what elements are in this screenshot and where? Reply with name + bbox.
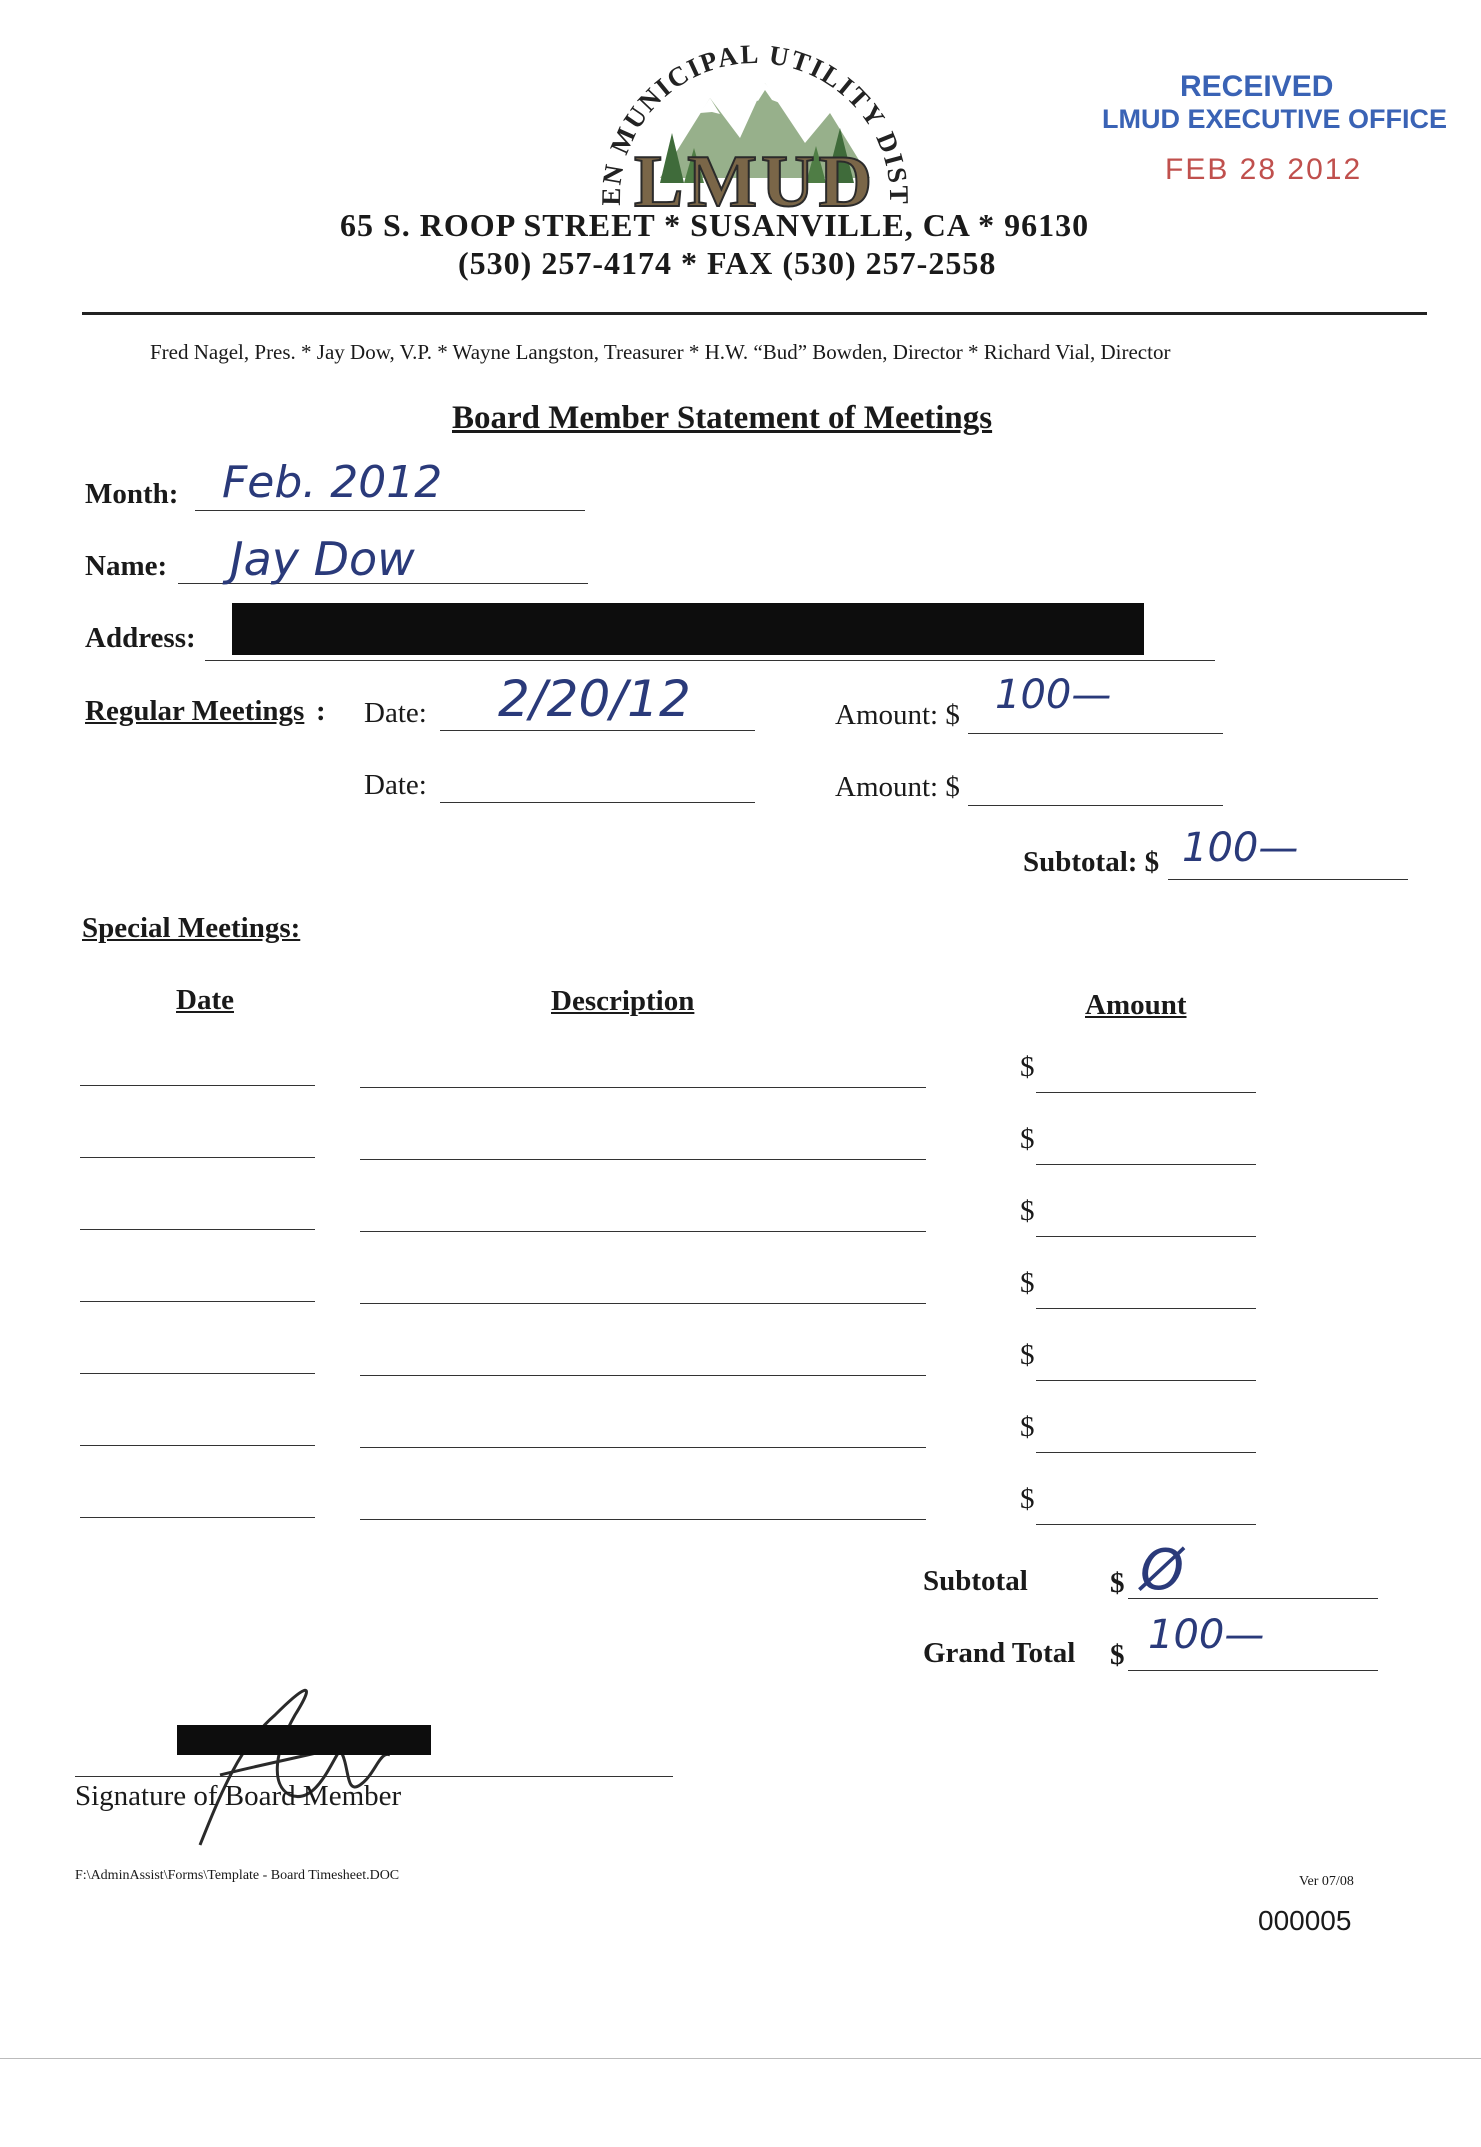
month-label: Month: [85, 478, 179, 510]
regular-amount-label-2: Amount: $ [835, 771, 960, 803]
regular-amount-line-1 [968, 733, 1223, 734]
regular-subtotal-line [1168, 879, 1408, 880]
regular-subtotal-label: Subtotal: $ [1023, 846, 1160, 878]
regular-subtotal-value[interactable]: 100— [1182, 825, 1299, 871]
regular-date-line-1 [440, 730, 755, 731]
special-subtotal-value[interactable]: Ø [1140, 1538, 1185, 1603]
special-description-line-1[interactable] [360, 1087, 926, 1088]
special-amount-line-1[interactable] [1036, 1092, 1256, 1093]
signature-redaction [177, 1725, 431, 1755]
received-stamp-office: LMUD EXECUTIVE OFFICE [1102, 104, 1448, 134]
lmud-logo [590, 28, 920, 218]
special-description-line-4[interactable] [360, 1303, 926, 1304]
regular-meetings-heading: Regular Meetings [85, 695, 305, 727]
special-date-line-6[interactable] [80, 1445, 315, 1446]
address-line [205, 660, 1215, 661]
special-date-line-1[interactable] [80, 1085, 315, 1086]
special-description-line-3[interactable] [360, 1231, 926, 1232]
logo-arc-text: EN MUNICIPAL UTILITY DIST [595, 38, 915, 206]
regular-amount-label-1: Amount: $ [835, 699, 960, 731]
special-amount-line-7[interactable] [1036, 1524, 1256, 1525]
special-meetings-heading: Special Meetings: [82, 912, 301, 944]
special-date-line-2[interactable] [80, 1157, 315, 1158]
special-amount-line-3[interactable] [1036, 1236, 1256, 1237]
special-amount-dollar-3: $ [1020, 1195, 1035, 1227]
special-date-line-5[interactable] [80, 1373, 315, 1374]
document-number: 000005 [1258, 1905, 1352, 1936]
received-stamp-date: FEB 28 2012 [1165, 153, 1363, 186]
special-description-line-6[interactable] [360, 1447, 926, 1448]
special-col-description: Description [551, 985, 695, 1017]
address-redaction [232, 603, 1144, 655]
special-amount-line-6[interactable] [1036, 1452, 1256, 1453]
month-line [195, 510, 585, 511]
special-amount-dollar-2: $ [1020, 1123, 1035, 1155]
special-amount-dollar-1: $ [1020, 1051, 1035, 1083]
regular-date-label-1: Date: [364, 697, 427, 729]
phone-fax-line: (530) 257-4174 * FAX (530) 257-2558 [458, 245, 997, 281]
regular-date-line-2 [440, 802, 755, 803]
page-bottom-edge [0, 2058, 1481, 2059]
special-col-date: Date [176, 984, 234, 1016]
grand-total-line [1128, 1670, 1378, 1671]
special-description-line-7[interactable] [360, 1519, 926, 1520]
signature-scribble [180, 1655, 440, 1855]
special-description-line-2[interactable] [360, 1159, 926, 1160]
street-address: 65 S. ROOP STREET * SUSANVILLE, CA * 96130 [340, 207, 1090, 243]
special-date-line-7[interactable] [80, 1517, 315, 1518]
special-amount-dollar-5: $ [1020, 1339, 1035, 1371]
month-value[interactable]: Feb. 2012 [222, 457, 443, 508]
regular-date-label-2: Date: [364, 769, 427, 801]
special-date-line-3[interactable] [80, 1229, 315, 1230]
logo-initials: LMUD [633, 141, 877, 218]
name-label: Name: [85, 550, 168, 582]
special-amount-dollar-4: $ [1020, 1267, 1035, 1299]
form-title: Board Member Statement of Meetings [452, 400, 993, 436]
grand-total-label: Grand Total [923, 1637, 1076, 1669]
special-date-line-4[interactable] [80, 1301, 315, 1302]
regular-amount-value-1[interactable]: 100— [995, 672, 1112, 718]
template-path: F:\AdminAssist\Forms\Template - Board Timesheet.DOC [75, 1868, 400, 1883]
lmud-logo-graphic [590, 28, 920, 218]
address-label: Address: [85, 622, 196, 654]
special-amount-dollar-6: $ [1020, 1411, 1035, 1443]
special-amount-line-5[interactable] [1036, 1380, 1256, 1381]
signature-label: Signature of Board Member [75, 1780, 402, 1812]
special-subtotal-dollar: $ [1110, 1567, 1125, 1599]
officers-line: Fred Nagel, Pres. * Jay Dow, V.P. * Wayne Langston, Treasurer * H.W. “Bud” Bowden, Director * Richard Vial, Director [150, 340, 1171, 364]
grand-total-value[interactable]: 100— [1148, 1612, 1265, 1658]
regular-date-value-1[interactable]: 2/20/12 [498, 670, 691, 728]
regular-amount-line-2 [968, 805, 1223, 806]
form-version: Ver 07/08 [1299, 1874, 1354, 1889]
regular-meetings-colon: : [316, 695, 326, 727]
name-value[interactable]: Jay Dow [230, 532, 415, 586]
special-col-amount: Amount [1085, 989, 1187, 1021]
special-subtotal-label: Subtotal [923, 1565, 1028, 1597]
header-divider [82, 312, 1427, 315]
received-stamp-title: RECEIVED [1180, 70, 1334, 103]
special-description-line-5[interactable] [360, 1375, 926, 1376]
special-amount-line-2[interactable] [1036, 1164, 1256, 1165]
special-amount-dollar-7: $ [1020, 1483, 1035, 1515]
grand-total-dollar: $ [1110, 1639, 1125, 1671]
special-amount-line-4[interactable] [1036, 1308, 1256, 1309]
